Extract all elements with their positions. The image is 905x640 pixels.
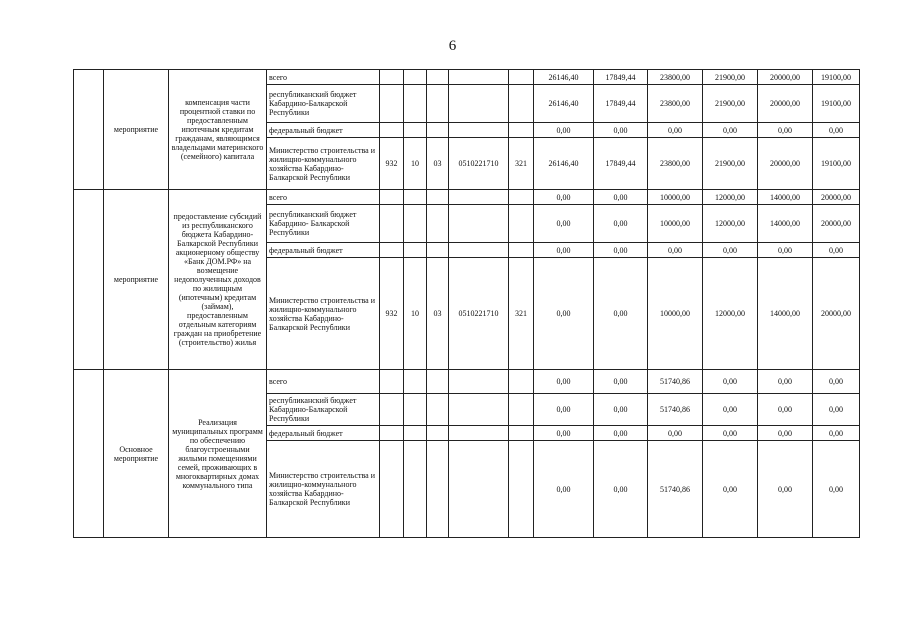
table-row xyxy=(74,70,860,85)
event-type-cell: Основное мероприятие xyxy=(104,370,169,538)
subsection-code-cell xyxy=(427,190,449,205)
table-row xyxy=(74,370,860,394)
amount-cell: 0,00 xyxy=(703,441,758,538)
amount-cell: 12000,00 xyxy=(703,190,758,205)
subsection-code-cell xyxy=(427,70,449,85)
amount-cell: 10000,00 xyxy=(648,205,703,243)
grbs-code-cell xyxy=(380,123,404,138)
subsection-code-cell xyxy=(427,123,449,138)
target-article-code-cell xyxy=(449,123,509,138)
amount-cell: 0,00 xyxy=(594,370,648,394)
amount-cell: 23800,00 xyxy=(648,70,703,85)
amount-cell: 14000,00 xyxy=(758,205,813,243)
amount-cell: 0,00 xyxy=(813,123,860,138)
section-code-cell xyxy=(404,394,427,426)
funding-source-cell: Министерство строительства и жилищно-коммунального хозяйства Кабардино-Балкарской Республики xyxy=(267,441,380,538)
expense-type-code-cell xyxy=(509,370,534,394)
funding-source-cell: республиканский бюджет Кабардино-Балкарской Республики xyxy=(267,394,380,426)
amount-cell: 0,00 xyxy=(758,243,813,258)
amount-cell: 0,00 xyxy=(703,243,758,258)
row-number-cell xyxy=(74,70,104,190)
amount-cell: 23800,00 xyxy=(648,138,703,190)
section-code-cell xyxy=(404,441,427,538)
amount-cell: 0,00 xyxy=(813,441,860,538)
amount-cell: 0,00 xyxy=(594,426,648,441)
amount-cell: 0,00 xyxy=(534,370,594,394)
expense-type-code-cell xyxy=(509,70,534,85)
section-code-cell xyxy=(404,190,427,205)
amount-cell: 0,00 xyxy=(534,190,594,205)
subsection-code-cell xyxy=(427,243,449,258)
amount-cell: 0,00 xyxy=(758,441,813,538)
amount-cell: 0,00 xyxy=(758,123,813,138)
amount-cell: 17849,44 xyxy=(594,85,648,123)
row-number-cell xyxy=(74,190,104,370)
funding-source-cell: всего xyxy=(267,70,380,85)
amount-cell: 0,00 xyxy=(703,426,758,441)
target-article-code-cell xyxy=(449,426,509,441)
amount-cell: 19100,00 xyxy=(813,85,860,123)
section-code-cell: 10 xyxy=(404,138,427,190)
expense-type-code-cell xyxy=(509,441,534,538)
grbs-code-cell xyxy=(380,70,404,85)
target-article-code-cell xyxy=(449,85,509,123)
grbs-code-cell xyxy=(380,190,404,205)
target-article-code-cell xyxy=(449,243,509,258)
grbs-code-cell xyxy=(380,394,404,426)
grbs-code-cell: 932 xyxy=(380,258,404,370)
amount-cell: 0,00 xyxy=(703,394,758,426)
amount-cell: 20000,00 xyxy=(758,138,813,190)
funding-source-cell: федеральный бюджет xyxy=(267,123,380,138)
grbs-code-cell xyxy=(380,205,404,243)
target-article-code-cell xyxy=(449,205,509,243)
section-code-cell xyxy=(404,370,427,394)
amount-cell: 20000,00 xyxy=(813,258,860,370)
amount-cell: 20000,00 xyxy=(758,85,813,123)
table-row xyxy=(74,190,860,205)
target-article-code-cell xyxy=(449,370,509,394)
funding-source-cell: федеральный бюджет xyxy=(267,426,380,441)
expense-type-code-cell xyxy=(509,85,534,123)
amount-cell: 0,00 xyxy=(758,394,813,426)
amount-cell: 12000,00 xyxy=(703,205,758,243)
amount-cell: 0,00 xyxy=(813,394,860,426)
amount-cell: 0,00 xyxy=(758,370,813,394)
amount-cell: 0,00 xyxy=(534,205,594,243)
amount-cell: 21900,00 xyxy=(703,70,758,85)
expense-type-code-cell xyxy=(509,426,534,441)
amount-cell: 0,00 xyxy=(594,205,648,243)
amount-cell: 0,00 xyxy=(703,370,758,394)
amount-cell: 0,00 xyxy=(813,370,860,394)
amount-cell: 21900,00 xyxy=(703,85,758,123)
amount-cell: 14000,00 xyxy=(758,190,813,205)
amount-cell: 0,00 xyxy=(703,123,758,138)
amount-cell: 0,00 xyxy=(534,258,594,370)
amount-cell: 0,00 xyxy=(594,190,648,205)
event-type-cell: мероприятие xyxy=(104,70,169,190)
subsection-code-cell xyxy=(427,426,449,441)
amount-cell: 51740,86 xyxy=(648,441,703,538)
grbs-code-cell: 932 xyxy=(380,138,404,190)
subsection-code-cell xyxy=(427,441,449,538)
funding-source-cell: федеральный бюджет xyxy=(267,243,380,258)
grbs-code-cell xyxy=(380,85,404,123)
expense-type-code-cell xyxy=(509,394,534,426)
amount-cell: 14000,00 xyxy=(758,258,813,370)
amount-cell: 26146,40 xyxy=(534,70,594,85)
section-code-cell xyxy=(404,426,427,441)
section-code-cell xyxy=(404,123,427,138)
grbs-code-cell xyxy=(380,426,404,441)
amount-cell: 10000,00 xyxy=(648,258,703,370)
target-article-code-cell: 0510221710 xyxy=(449,258,509,370)
amount-cell: 0,00 xyxy=(594,123,648,138)
subsection-code-cell: 03 xyxy=(427,258,449,370)
amount-cell: 0,00 xyxy=(648,123,703,138)
subsection-code-cell xyxy=(427,370,449,394)
event-description-cell: Реализация муниципальных программ по обеспечению благоустроенными жилыми помещениями семей, проживающих в многоквартирных домах коммунального типа xyxy=(169,370,267,538)
amount-cell: 0,00 xyxy=(534,441,594,538)
amount-cell: 20000,00 xyxy=(813,190,860,205)
section-code-cell: 10 xyxy=(404,258,427,370)
section-code-cell xyxy=(404,243,427,258)
amount-cell: 26146,40 xyxy=(534,138,594,190)
funding-source-cell: республиканский бюджет Кабардино- Балкарской Республики xyxy=(267,205,380,243)
amount-cell: 0,00 xyxy=(534,394,594,426)
amount-cell: 20000,00 xyxy=(813,205,860,243)
target-article-code-cell xyxy=(449,70,509,85)
amount-cell: 0,00 xyxy=(813,426,860,441)
target-article-code-cell xyxy=(449,441,509,538)
amount-cell: 19100,00 xyxy=(813,138,860,190)
amount-cell: 26146,40 xyxy=(534,85,594,123)
section-code-cell xyxy=(404,205,427,243)
amount-cell: 0,00 xyxy=(594,243,648,258)
event-description-cell: предоставление субсидий из республиканского бюджета Кабардино-Балкарской Республики акционерному обществу «Банк ДОМ.РФ» на возмещение недополученных доходов по жилищным (ипотечным) кредитам (займам), предоставленным отдельным категориям граждан на приобретение (строительство) жилья xyxy=(169,190,267,370)
amount-cell: 0,00 xyxy=(758,426,813,441)
page-number: 6 xyxy=(448,38,457,54)
amount-cell: 10000,00 xyxy=(648,190,703,205)
amount-cell: 19100,00 xyxy=(813,70,860,85)
table-body xyxy=(74,70,860,538)
amount-cell: 0,00 xyxy=(813,243,860,258)
funding-source-cell: всего xyxy=(267,190,380,205)
amount-cell: 0,00 xyxy=(594,441,648,538)
subsection-code-cell xyxy=(427,85,449,123)
funding-source-cell: Министерство строительства и жилищно-коммунального хозяйства Кабардино-Балкарской Республики xyxy=(267,138,380,190)
subsection-code-cell: 03 xyxy=(427,138,449,190)
amount-cell: 17849,44 xyxy=(594,138,648,190)
event-description-cell: компенсация части процентной ставки по предоставленным ипотечным кредитам гражданам, являющимся владельцами материнского (семейного) капитала xyxy=(169,70,267,190)
target-article-code-cell xyxy=(449,190,509,205)
expense-type-code-cell: 321 xyxy=(509,138,534,190)
budget-table xyxy=(73,69,860,538)
expense-type-code-cell xyxy=(509,190,534,205)
grbs-code-cell xyxy=(380,243,404,258)
amount-cell: 0,00 xyxy=(648,426,703,441)
amount-cell: 0,00 xyxy=(648,243,703,258)
amount-cell: 0,00 xyxy=(594,394,648,426)
target-article-code-cell xyxy=(449,394,509,426)
grbs-code-cell xyxy=(380,441,404,538)
funding-source-cell: Министерство строительства и жилищно-коммунального хозяйства Кабардино-Балкарской Республики xyxy=(267,258,380,370)
expense-type-code-cell: 321 xyxy=(509,258,534,370)
expense-type-code-cell xyxy=(509,205,534,243)
section-code-cell xyxy=(404,85,427,123)
expense-type-code-cell xyxy=(509,123,534,138)
amount-cell: 21900,00 xyxy=(703,138,758,190)
subsection-code-cell xyxy=(427,205,449,243)
amount-cell: 20000,00 xyxy=(758,70,813,85)
funding-source-cell: всего xyxy=(267,370,380,394)
subsection-code-cell xyxy=(427,394,449,426)
amount-cell: 0,00 xyxy=(594,258,648,370)
funding-source-cell: республиканский бюджет Кабардино-Балкарской Республики xyxy=(267,85,380,123)
amount-cell: 23800,00 xyxy=(648,85,703,123)
grbs-code-cell xyxy=(380,370,404,394)
target-article-code-cell: 0510221710 xyxy=(449,138,509,190)
amount-cell: 17849,44 xyxy=(594,70,648,85)
expense-type-code-cell xyxy=(509,243,534,258)
amount-cell: 0,00 xyxy=(534,243,594,258)
amount-cell: 0,00 xyxy=(534,426,594,441)
event-type-cell: мероприятие xyxy=(104,190,169,370)
section-code-cell xyxy=(404,70,427,85)
amount-cell: 51740,86 xyxy=(648,394,703,426)
amount-cell: 0,00 xyxy=(534,123,594,138)
amount-cell: 51740,86 xyxy=(648,370,703,394)
row-number-cell xyxy=(74,370,104,538)
amount-cell: 12000,00 xyxy=(703,258,758,370)
